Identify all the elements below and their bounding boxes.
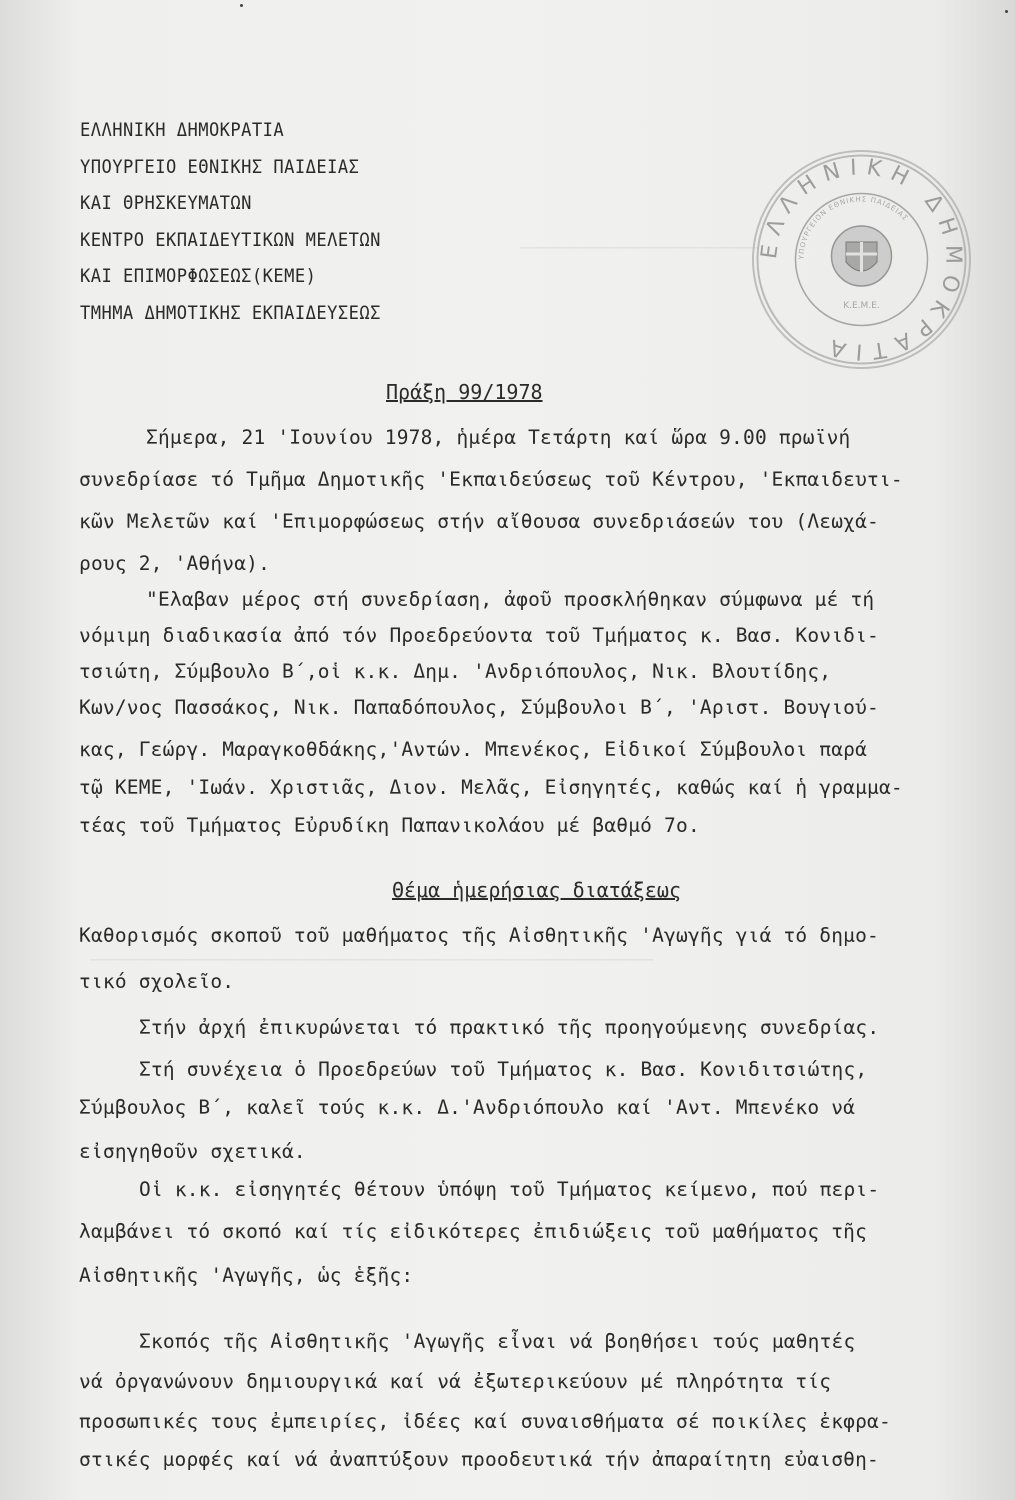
body-line: προσωπικές τους ἐμπειρίες, ἰδέες καί συναισθήματα σέ ποικίλες ἐκφρα- [79,1410,891,1433]
letterhead [80,112,414,331]
header-line-3: ΚΑΙ ΘΡΗΣΚΕΥΜΑΤΩΝ [80,192,252,214]
body-line: Στή συνέχεια ὁ Προεδρεύων τοῦ Τμήματος κ. Βασ. Κονιδιτσιώτης, [139,1058,868,1081]
body-line: λαμβάνει τό σκοπό καί τίς εἰδικότερες ἐπιδιώξεις τοῦ μαθήματος τῆς [79,1220,868,1243]
body-line: τσιώτη, Σύμβουλο Β΄,οἱ κ.κ. Δημ. 'Ανδριόπουλος, Νικ. Βλουτίδης, [79,660,832,683]
body-line: νόμιμη διαδικασία ἀπό τόν Προεδρεύοντα τοῦ Τμήματος κ. Βασ. Κονιδι- [79,624,879,647]
header-line-2: ΥΠΟΥΡΓΕΙΟ ΕΘΝΙΚΗΣ ΠΑΙΔΕΙΑΣ [80,155,360,178]
seal-bottom-text: Κ.Ε.Μ.Ε. [843,301,880,311]
body-line: Κων/νος Πασσάκος, Νικ. Παπαδόπουλος, Σύμβουλοι Β΄, 'Αριστ. Βουγιού- [79,696,879,719]
body-line: κας, Γεώργ. Μαραγκοθδάκης,'Αντών. Μπενέκος, Εἰδικοί Σύμβουλοι παρά [79,738,868,761]
document-title: Πράξη 99/1978 [386,380,543,404]
agenda-title: Θέμα ἡμερήσιας διατάξεως [392,878,681,902]
seal-emblem-icon [754,152,969,367]
document-page: ────────────────────── ──────────────────────────────────────────────────── ΕΛΛΗΝΙΚΗ ΔΗΜΟΚΡΑΤΙΑ ΥΠΟΥΡΓΕΙΟ ΕΘΝΙΚΗΣ ΠΑΙΔΕΙΑΣ ΚΑΙ ΘΡΗΣΚΕΥΜΑΤΩΝ ΚΕΝΤΡΟ ΕΚΠΑΙΔΕΥΤΙΚΩΝ ΜΕΛΕΤΩΝ ΚΑΙ ΕΠΙΜΟΡΦΩΣΕΩΣ(ΚΕΜΕ) ΤΜΗΜΑ ΔΗΜΟΤΙΚΗΣ ΕΚΠΑΙΔΕΥΣΕΩΣ ΕΛΛΗΝΙΚΗ ΔΗΜΟΚΡΑΤΙΑ ΥΠΟΥΡΓΕΙΟΝ ΕΘΝΙΚΗΣ ΠΑΙΔΕΙΑΣ Κ.Ε.Μ.Ε. Πράξη 99/1978 Σήμερα, 21 'Ιουνίου 1978, ἡμέρα Τετάρτη καί ὥρα 9.00 πρωϊνή συνεδρίασε τό Τμῆμα Δημοτικῆς 'Εκπαιδεύσεως τοῦ Κέντρου, 'Εκπαιδευτι- κῶν Μελετῶν καί 'Επιμορφώσεως στήν αἴθουσα συνεδριάσεών του (Λεωχά- ρους 2, 'Αθήνα). "Ελαβαν μέρος στή συνεδρίαση, ἀφοῦ προσκλήθηκαν σύμφωνα μέ τή νόμιμη διαδικασία ἀπό τόν Προεδρεύοντα τοῦ Τμήματος κ. Βασ. Κονιδι- τσιώτη, Σύμβουλο Β΄,οἱ κ.κ. Δημ. 'Ανδριόπουλος, Νικ. Βλουτίδης, Κων/νος Πασσάκος, Νικ. Παπαδόπουλος, Σύμβουλοι Β΄, 'Αριστ. Βουγιού- κας, Γεώργ. Μαραγκοθδάκης,'Αντών. Μπενέκος, Εἰδικοί Σύμβουλοι παρά τῷ ΚΕΜΕ, 'Ιωάν. Χριστιᾶς, Διον. Μελᾶς, Εἰσηγητές, καθώς καί ἡ γραμμα- τέας τοῦ Τμήματος Εὐρυδίκη Παπανικολάου μέ βαθμό 7ο. Θέμα ἡμερήσιας διατάξεως Καθορισμός σκοποῦ τοῦ μαθήματος τῆς Αἰσθητικῆς 'Αγωγῆς γιά τό δημο- τικό σχολεῖο. Στήν ἀρχή ἐπικυρώνεται τό πρακτικό τῆς προηγούμενης συνεδρίας. Στή συνέχεια ὁ Προεδρεύων τοῦ Τμήματος κ. Βασ. Κονιδιτσιώτης, Σύμβουλος Β΄, καλεῖ τούς κ.κ. Δ.'Ανδριόπουλο καί 'Αντ. Μπενέκο νά εἰσηγηθοῦν σχετικά. Οἱ κ.κ. εἰσηγητές θέτουν ὑπόψη τοῦ Τμήματος κείμενο, πού περι- λαμβάνει τό σκοπό καί τίς εἰδικότερες ἐπιδιώξεις τοῦ μαθήματος τῆς Αἰσθητικῆς 'Αγωγῆς, ὡς ἑξῆς: Σκοπός τῆς Αἰσθητικῆς 'Αγωγῆς εἶναι νά βοηθήσει τούς μαθητές νά ὀργανώνουν δημιουργικά καί νά ἐξωτερικεύουν μέ πληρότητα τίς προσωπικές τους ἐμπειρίες, ἰδέες καί συναισθήματα σέ ποικίλες ἐκφρα- στικές μορφές καί νά ἀναπτύξουν προοδευτικά τήν ἀπαραίτητη εὐαισθη- [0,0,1015,1500]
body-line: Σύμβουλος Β΄, καλεῖ τούς κ.κ. Δ.'Ανδριόπουλο καί 'Αντ. Μπενέκο νά [79,1096,856,1119]
body-line: Καθορισμός σκοποῦ τοῦ μαθήματος τῆς Αἰσθητικῆς 'Αγωγῆς γιά τό δημο- [79,924,879,947]
body-line: τέας τοῦ Τμήματος Εὐρυδίκη Παπανικολάου μέ βαθμό 7ο. [79,814,700,837]
body-line: Στήν ἀρχή ἐπικυρώνεται τό πρακτικό τῆς προηγούμενης συνεδρίας. [139,1016,880,1039]
body-line: τικό σχολεῖο. [79,970,235,993]
body-line: στικές μορφές καί νά ἀναπτύξουν προοδευτικά τήν ἀπαραίτητη εὐαισθη- [79,1448,879,1471]
body-line: Σκοπός τῆς Αἰσθητικῆς 'Αγωγῆς εἶναι νά βοηθήσει τούς μαθητές [139,1330,856,1353]
official-seal [752,150,971,369]
body-line: εἰσηγηθοῦν σχετικά. [79,1140,306,1163]
body-line: νά ὀργανώνουν δημιουργικά καί νά ἐξωτερικεύουν μέ πληρότητα τίς [79,1370,832,1393]
body-line: "Ελαβαν μέρος στή συνεδρίαση, ἀφοῦ προσκλήθηκαν σύμφωνα μέ τή [146,588,875,611]
header-line-6: ΤΜΗΜΑ ΔΗΜΟΤΙΚΗΣ ΕΚΠΑΙΔΕΥΣΕΩΣ [80,301,381,324]
header-line-1: ΕΛΛΗΝΙΚΗ ΔΗΜΟΚΡΑΤΙΑ [80,119,285,141]
header-line-5: ΚΑΙ ΕΠΙΜΟΡΦΩΣΕΩΣ(ΚΕΜΕ) [80,265,317,287]
body-line: Οἱ κ.κ. εἰσηγητές θέτουν ὑπόψη τοῦ Τμήματος κείμενο, πού περι- [139,1178,880,1201]
body-line: Σήμερα, 21 'Ιουνίου 1978, ἡμέρα Τετάρτη καί ὥρα 9.00 πρωϊνή [146,426,851,449]
header-line-4: ΚΕΝΤΡΟ ΕΚΠΑΙΔΕΥΤΙΚΩΝ ΜΕΛΕΤΩΝ [80,228,381,251]
body-line: συνεδρίασε τό Τμῆμα Δημοτικῆς 'Εκπαιδεύσεως τοῦ Κέντρου, 'Εκπαιδευτι- [79,468,903,491]
body-line: Αἰσθητικῆς 'Αγωγῆς, ὡς ἑξῆς: [79,1264,414,1287]
body-line: κῶν Μελετῶν καί 'Επιμορφώσεως στήν αἴθουσα συνεδριάσεών του (Λεωχά- [79,510,879,533]
seal-inner-text: ΥΠΟΥΡΓΕΙΟΝ ΕΘΝΙΚΗΣ ΠΑΙΔΕΙΑΣ [797,195,910,260]
body-line: τῷ ΚΕΜΕ, 'Ιωάν. Χριστιᾶς, Διον. Μελᾶς, Εἰσηγητές, καθώς καί ἡ γραμμα- [79,776,903,799]
seal-outer-text: ΕΛΛΗΝΙΚΗ ΔΗΜΟΚΡΑΤΙΑ [756,155,966,365]
body-line: ρους 2, 'Αθήνα). [79,552,271,575]
